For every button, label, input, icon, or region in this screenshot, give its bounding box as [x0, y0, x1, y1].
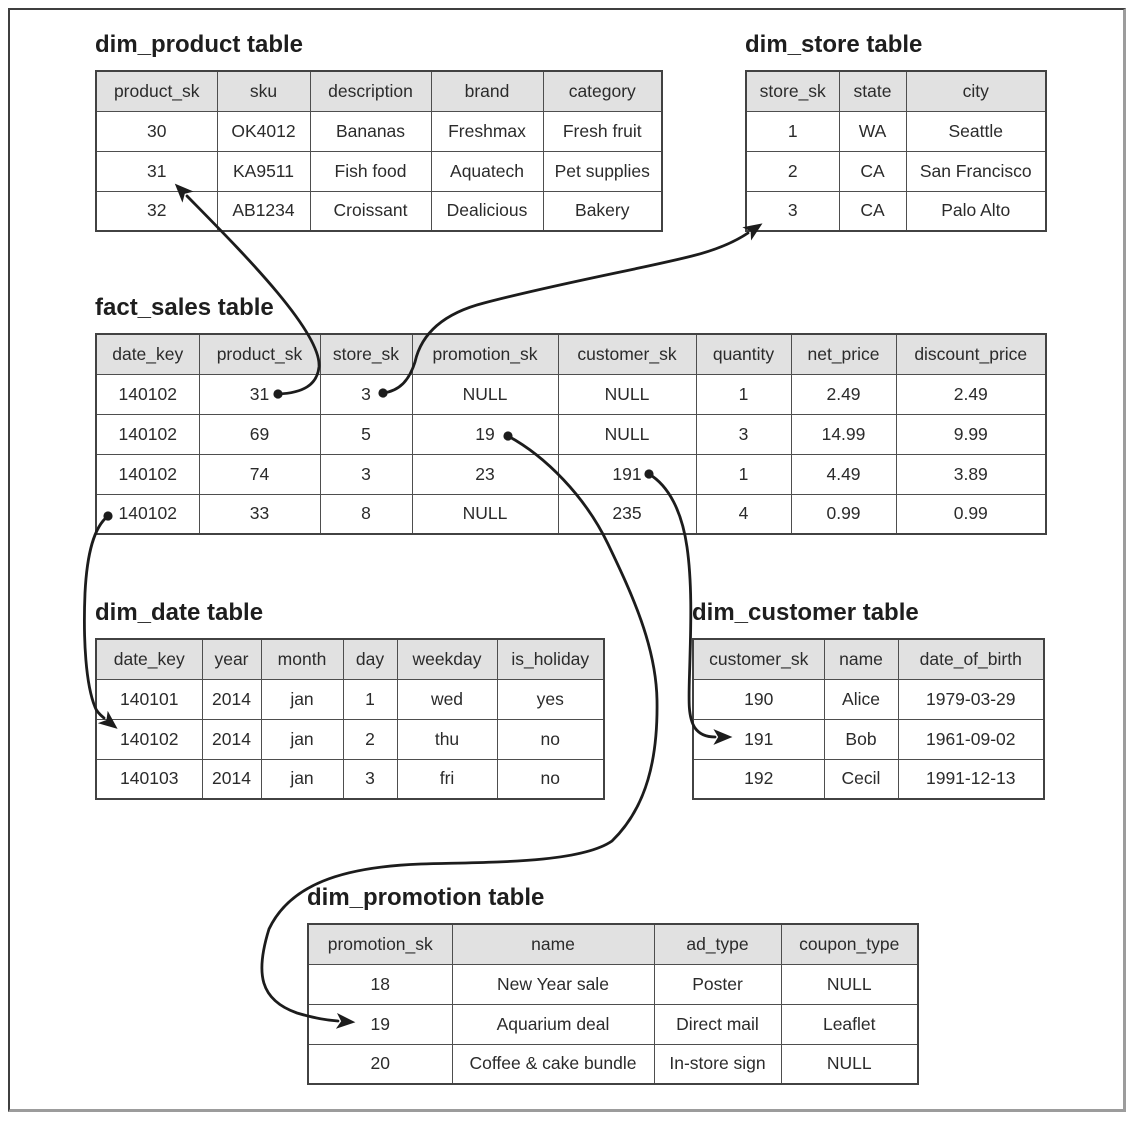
- column-header: promotion_sk: [308, 924, 452, 964]
- table-cell: 3: [696, 414, 791, 454]
- table-cell: In-store sign: [654, 1044, 781, 1084]
- table-cell: fri: [397, 759, 497, 799]
- table-cell: Alice: [824, 679, 898, 719]
- table-row: [96, 374, 1046, 414]
- column-header: brand: [431, 71, 543, 111]
- table-cell: 1: [696, 374, 791, 414]
- table-cell: 19: [308, 1004, 452, 1044]
- fact-sales-table: [95, 333, 1047, 535]
- table-cell: jan: [261, 759, 343, 799]
- table-row: [308, 1004, 918, 1044]
- table-cell: 18: [308, 964, 452, 1004]
- table-cell: 0.99: [896, 494, 1046, 534]
- column-header: name: [452, 924, 654, 964]
- table-cell: no: [497, 759, 604, 799]
- table-cell: 3.89: [896, 454, 1046, 494]
- table-cell: 3: [343, 759, 397, 799]
- column-header: store_sk: [746, 71, 839, 111]
- dim-store-title: dim_store table: [745, 31, 923, 58]
- table-cell: NULL: [412, 374, 558, 414]
- column-header: month: [261, 639, 343, 679]
- table-cell: Seattle: [906, 111, 1046, 151]
- column-header: year: [202, 639, 261, 679]
- table-cell: 190: [693, 679, 824, 719]
- table-cell: 32: [96, 191, 217, 231]
- table-cell: jan: [261, 719, 343, 759]
- table-cell: no: [497, 719, 604, 759]
- table-cell: Palo Alto: [906, 191, 1046, 231]
- table-row: [746, 111, 1046, 151]
- table-cell: AB1234: [217, 191, 310, 231]
- table-cell: 0.99: [791, 494, 896, 534]
- table-cell: 140103: [96, 759, 202, 799]
- table-cell: Poster: [654, 964, 781, 1004]
- header-row: [96, 334, 1046, 374]
- table-cell: jan: [261, 679, 343, 719]
- header-row: [96, 71, 662, 111]
- dim-product-title: dim_product table: [95, 31, 304, 58]
- table-cell: 1: [343, 679, 397, 719]
- table-cell: 1979-03-29: [898, 679, 1044, 719]
- column-header: is_holiday: [497, 639, 604, 679]
- table-row: [693, 679, 1044, 719]
- dim-promotion-title: dim_promotion table: [307, 884, 545, 911]
- table-cell: 2: [746, 151, 839, 191]
- table-row: [96, 111, 662, 151]
- dim-product-table: [95, 70, 663, 232]
- header-row: [693, 639, 1044, 679]
- table-cell: Direct mail: [654, 1004, 781, 1044]
- table-cell: OK4012: [217, 111, 310, 151]
- table-cell: 235: [558, 494, 696, 534]
- table-cell: 1: [746, 111, 839, 151]
- table-cell: 8: [320, 494, 412, 534]
- table-cell: 192: [693, 759, 824, 799]
- table-cell: 2.49: [896, 374, 1046, 414]
- table-cell: 140101: [96, 679, 202, 719]
- table-cell: Bob: [824, 719, 898, 759]
- table-cell: 30: [96, 111, 217, 151]
- column-header: product_sk: [96, 71, 217, 111]
- table-cell: wed: [397, 679, 497, 719]
- column-header: quantity: [696, 334, 791, 374]
- header-row: [746, 71, 1046, 111]
- table-cell: KA9511: [217, 151, 310, 191]
- column-header: date_key: [96, 639, 202, 679]
- table-cell: 3: [320, 454, 412, 494]
- table-cell: 2014: [202, 719, 261, 759]
- table-cell: 4: [696, 494, 791, 534]
- table-cell: 191: [693, 719, 824, 759]
- table-cell: 19: [412, 414, 558, 454]
- table-row: [96, 494, 1046, 534]
- column-header: customer_sk: [693, 639, 824, 679]
- table-cell: Cecil: [824, 759, 898, 799]
- table-cell: 33: [199, 494, 320, 534]
- table-row: [746, 191, 1046, 231]
- table-row: [96, 759, 604, 799]
- column-header: promotion_sk: [412, 334, 558, 374]
- table-cell: San Francisco: [906, 151, 1046, 191]
- table-cell: 31: [96, 151, 217, 191]
- table-row: [96, 191, 662, 231]
- table-row: [96, 454, 1046, 494]
- table-cell: 191: [558, 454, 696, 494]
- table-cell: thu: [397, 719, 497, 759]
- column-header: state: [839, 71, 906, 111]
- table-cell: 2: [343, 719, 397, 759]
- column-header: category: [543, 71, 662, 111]
- table-cell: 2014: [202, 679, 261, 719]
- table-row: [308, 1044, 918, 1084]
- table-row: [746, 151, 1046, 191]
- table-cell: 9.99: [896, 414, 1046, 454]
- table-row: [96, 414, 1046, 454]
- dim-store-table: [745, 70, 1047, 232]
- table-cell: NULL: [781, 964, 918, 1004]
- table-cell: Freshmax: [431, 111, 543, 151]
- table-cell: NULL: [781, 1044, 918, 1084]
- dim-date-title: dim_date table: [95, 599, 264, 626]
- dim-customer-table: [692, 638, 1045, 800]
- table-row: [96, 679, 604, 719]
- table-cell: Coffee & cake bundle: [452, 1044, 654, 1084]
- table-cell: Dealicious: [431, 191, 543, 231]
- table-cell: 2.49: [791, 374, 896, 414]
- table-cell: Fresh fruit: [543, 111, 662, 151]
- column-header: ad_type: [654, 924, 781, 964]
- column-header: date_key: [96, 334, 199, 374]
- table-cell: 14.99: [791, 414, 896, 454]
- table-cell: Bakery: [543, 191, 662, 231]
- table-cell: CA: [839, 191, 906, 231]
- dim-customer-title: dim_customer table: [692, 599, 919, 626]
- column-header: customer_sk: [558, 334, 696, 374]
- table-cell: 31: [199, 374, 320, 414]
- table-row: [96, 719, 604, 759]
- table-cell: 140102: [96, 414, 199, 454]
- table-cell: 23: [412, 454, 558, 494]
- table-row: [693, 759, 1044, 799]
- column-header: name: [824, 639, 898, 679]
- table-cell: 69: [199, 414, 320, 454]
- column-header: description: [310, 71, 431, 111]
- header-row: [308, 924, 918, 964]
- table-cell: Pet supplies: [543, 151, 662, 191]
- column-header: net_price: [791, 334, 896, 374]
- table-cell: 140102: [96, 719, 202, 759]
- table-row: [96, 151, 662, 191]
- table-cell: 20: [308, 1044, 452, 1084]
- table-cell: Croissant: [310, 191, 431, 231]
- column-header: day: [343, 639, 397, 679]
- column-header: city: [906, 71, 1046, 111]
- table-cell: 5: [320, 414, 412, 454]
- table-cell: NULL: [558, 414, 696, 454]
- fact-sales-title: fact_sales table: [95, 294, 274, 321]
- table-cell: Leaflet: [781, 1004, 918, 1044]
- dim-promotion-table: [307, 923, 919, 1085]
- column-header: date_of_birth: [898, 639, 1044, 679]
- table-cell: 1991-12-13: [898, 759, 1044, 799]
- table-cell: Bananas: [310, 111, 431, 151]
- table-cell: 140102: [96, 494, 199, 534]
- table-cell: 3: [320, 374, 412, 414]
- table-cell: Fish food: [310, 151, 431, 191]
- table-cell: 140102: [96, 454, 199, 494]
- header-row: [96, 639, 604, 679]
- table-cell: 140102: [96, 374, 199, 414]
- table-row: [308, 964, 918, 1004]
- column-header: discount_price: [896, 334, 1046, 374]
- table-cell: 1: [696, 454, 791, 494]
- table-row: [693, 719, 1044, 759]
- table-cell: 4.49: [791, 454, 896, 494]
- dim-date-table: [95, 638, 605, 800]
- table-cell: 74: [199, 454, 320, 494]
- table-cell: yes: [497, 679, 604, 719]
- table-cell: 3: [746, 191, 839, 231]
- column-header: product_sk: [199, 334, 320, 374]
- table-cell: CA: [839, 151, 906, 191]
- table-cell: NULL: [412, 494, 558, 534]
- table-cell: 2014: [202, 759, 261, 799]
- column-header: weekday: [397, 639, 497, 679]
- table-cell: Aquatech: [431, 151, 543, 191]
- column-header: coupon_type: [781, 924, 918, 964]
- table-cell: WA: [839, 111, 906, 151]
- column-header: store_sk: [320, 334, 412, 374]
- table-cell: Aquarium deal: [452, 1004, 654, 1044]
- table-cell: NULL: [558, 374, 696, 414]
- table-cell: New Year sale: [452, 964, 654, 1004]
- column-header: sku: [217, 71, 310, 111]
- table-cell: 1961-09-02: [898, 719, 1044, 759]
